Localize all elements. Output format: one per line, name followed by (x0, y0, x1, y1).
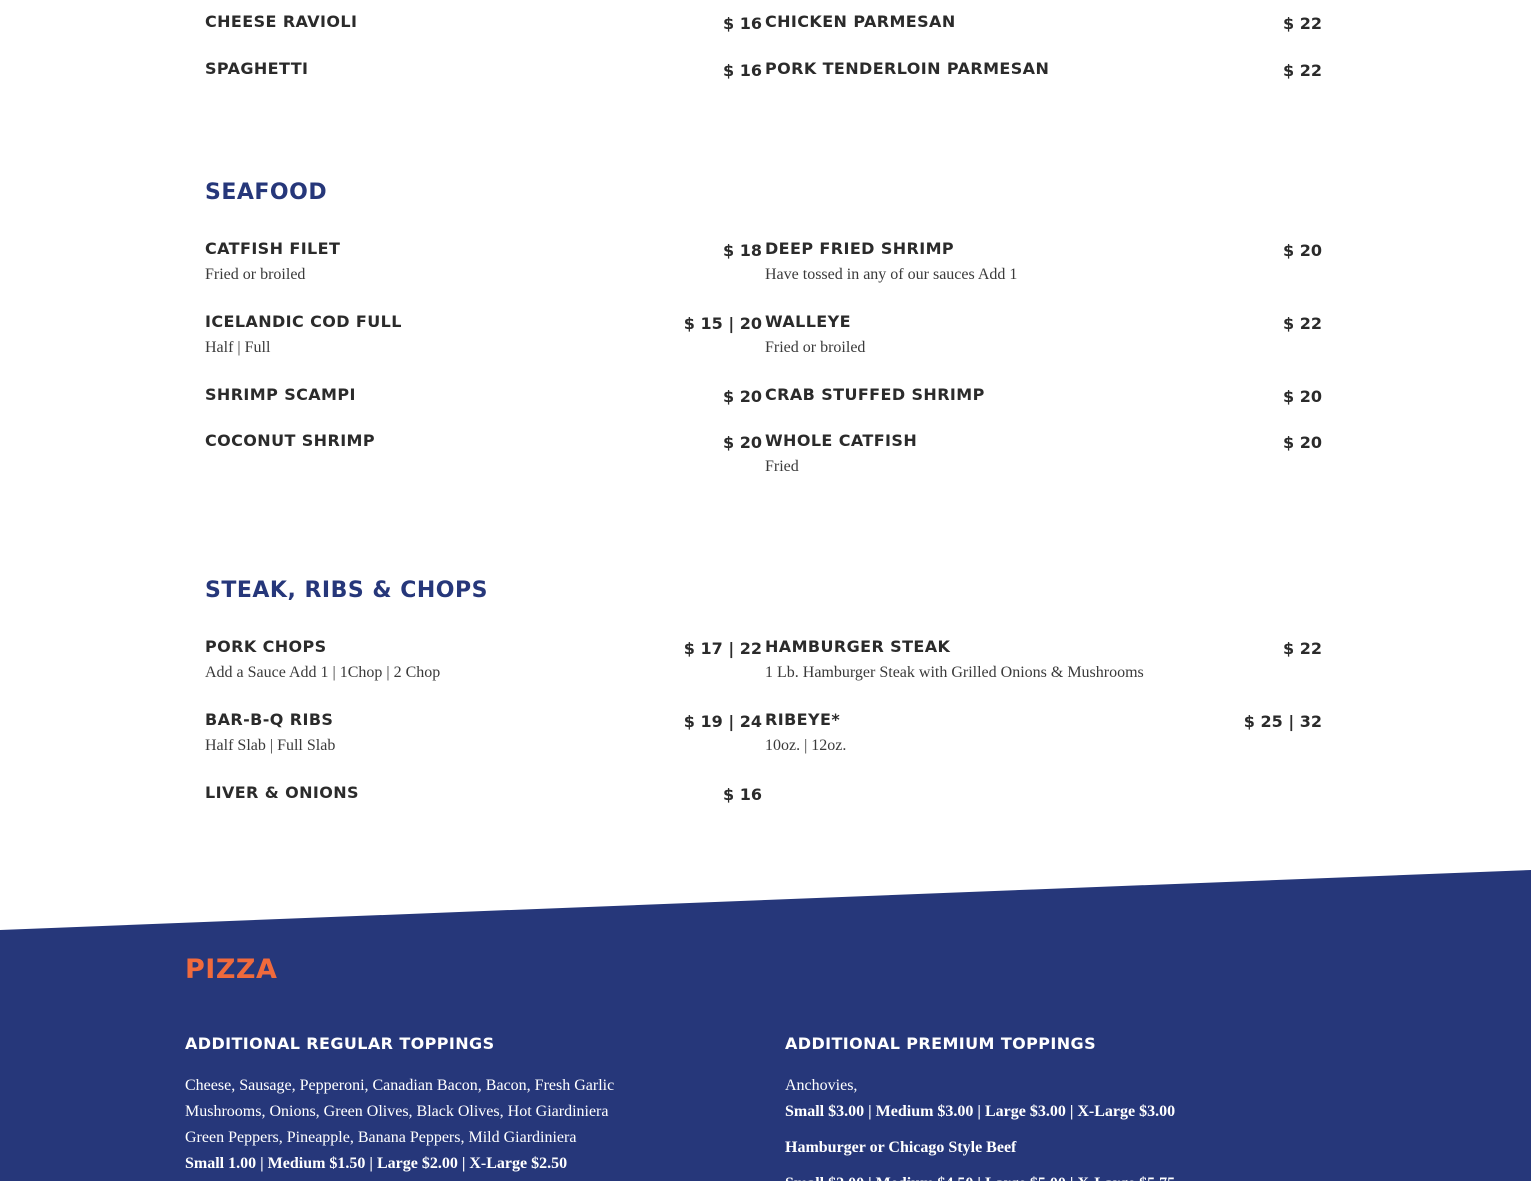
premium-toppings-title: ADDITIONAL PREMIUM TOPPINGS (785, 1034, 1097, 1053)
item-price: $ 22 (1283, 639, 1322, 658)
item-price: $ 20 (723, 387, 762, 406)
item-description: Fried or broiled (205, 266, 306, 283)
section-title: STEAK, RIBS & CHOPS (205, 578, 488, 603)
item-price: $ 20 (1283, 433, 1322, 452)
item-price: $ 22 (1283, 14, 1322, 33)
item-name: SHRIMP SCAMPI (205, 385, 356, 404)
item-name: CHEESE RAVIOLI (205, 12, 358, 31)
item-price: $ 20 (723, 433, 762, 452)
regular-toppings (185, 1034, 725, 1177)
regular-toppings-line: Green Peppers, Pineapple, Banana Peppers, Mild Giardiniera (185, 1129, 577, 1146)
premium-topping-prices: Small $2.00 | Medium $4.50 | Large $5.00 | X-Large $5.75 (785, 1175, 1176, 1192)
premium-topping-prices: Small $3.00 | Medium $3.00 | Large $3.00 | X-Large $3.00 (785, 1103, 1176, 1120)
item-price: $ 20 (1283, 387, 1322, 406)
item-name: SPAGHETTI (205, 59, 309, 78)
item-name: ICELANDIC COD FULL (205, 312, 402, 331)
regular-toppings-line: Mushrooms, Onions, Green Olives, Black Olives, Hot Giardiniera (185, 1103, 609, 1120)
item-name: PORK TENDERLOIN PARMESAN (765, 59, 1050, 78)
item-description: Fried (765, 458, 799, 475)
item-name: LIVER & ONIONS (205, 783, 359, 802)
item-name: CHICKEN PARMESAN (765, 12, 956, 31)
regular-toppings-prices: Small 1.00 | Medium $1.50 | Large $2.00 | X-Large $2.50 (185, 1155, 568, 1172)
premium-topping-item: Hamburger or Chicago Style Beef (785, 1139, 1017, 1156)
item-name: WHOLE CATFISH (765, 431, 918, 450)
item-description: Half | Full (205, 339, 271, 356)
item-price: $ 19 | 24 (683, 712, 762, 731)
item-name: CRAB STUFFED SHRIMP (765, 385, 985, 404)
item-price: $ 16 (723, 785, 762, 804)
item-name: COCONUT SHRIMP (205, 431, 375, 450)
item-name: BAR-B-Q RIBS (205, 710, 334, 729)
item-description: 1 Lb. Hamburger Steak with Grilled Onions & Mushrooms (765, 664, 1144, 681)
item-price: $ 20 (1283, 241, 1322, 260)
item-price: $ 17 | 22 (683, 639, 762, 658)
regular-toppings-line: Cheese, Sausage, Pepperoni, Canadian Bacon, Bacon, Fresh Garlic (185, 1077, 615, 1094)
pizza-section-title: PIZZA (185, 954, 278, 985)
item-name: HAMBURGER STEAK (765, 637, 951, 656)
item-description: 10oz. | 12oz. (765, 737, 847, 754)
item-price: $ 22 (1283, 314, 1322, 333)
item-description: Have tossed in any of our sauces Add 1 (765, 266, 1018, 283)
premium-toppings (785, 1034, 1325, 1197)
premium-topping-item: Anchovies, (785, 1077, 858, 1094)
regular-toppings-title: ADDITIONAL REGULAR TOPPINGS (185, 1034, 495, 1053)
item-price: $ 25 | 32 (1243, 712, 1322, 731)
section-title: SEAFOOD (205, 180, 328, 205)
item-description: Add a Sauce Add 1 | 1Chop | 2 Chop (205, 664, 441, 681)
item-price: $ 22 (1283, 61, 1322, 80)
item-name: CATFISH FILET (205, 239, 341, 258)
item-price: $ 16 (723, 61, 762, 80)
item-name: RIBEYE* (765, 710, 841, 729)
item-price: $ 16 (723, 14, 762, 33)
item-name: PORK CHOPS (205, 637, 327, 656)
item-price: $ 18 (723, 241, 762, 260)
item-description: Fried or broiled (765, 339, 866, 356)
item-name: WALLEYE (765, 312, 851, 331)
item-name: DEEP FRIED SHRIMP (765, 239, 955, 258)
item-description: Half Slab | Full Slab (205, 737, 336, 754)
item-price: $ 15 | 20 (683, 314, 762, 333)
